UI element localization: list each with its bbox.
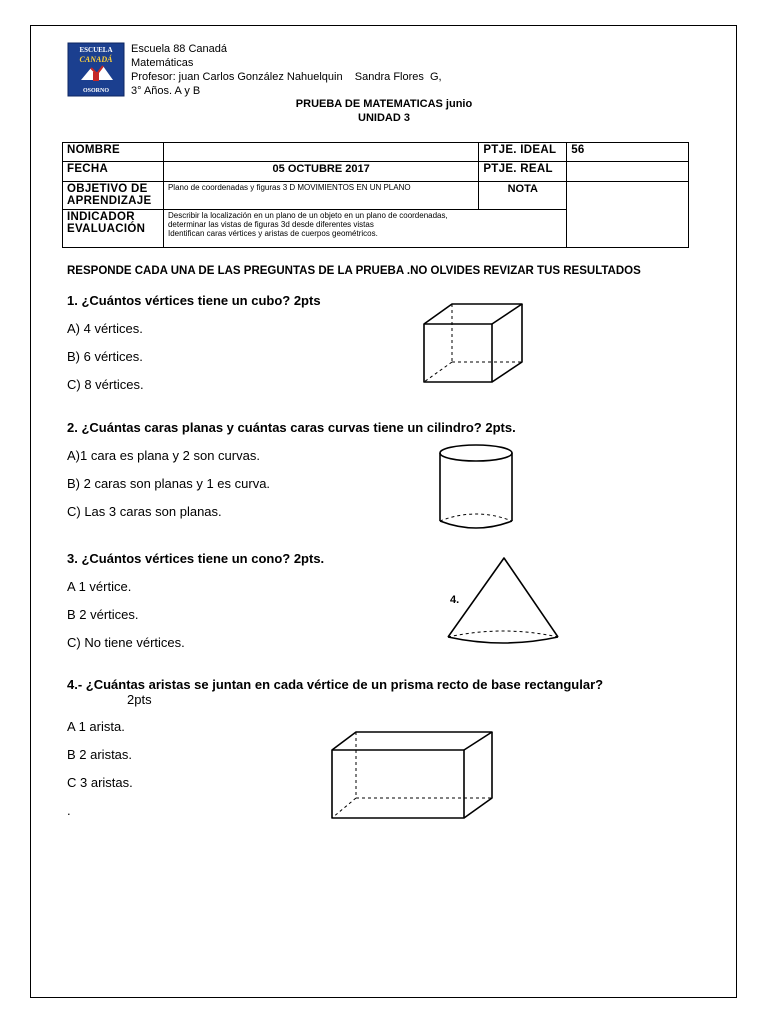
cylinder-figure [436,441,520,533]
indicador-label [63,210,164,248]
logo-bottom-text: OSORNO [82,88,110,94]
subject-name: Matemáticas [131,57,194,69]
question-1: 1. ¿Cuántos vértices tiene un cubo? 2pts [67,293,321,308]
test-title: PRUEBA DE MATEMATICAS junio [295,98,473,110]
q4-option-b[interactable]: B 2 aristas. [67,747,133,762]
q1-option-a[interactable]: A) 4 vértices. [67,321,143,336]
unit-title: UNIDAD 3 [358,112,410,124]
ptje-ideal-label: PTJE. IDEAL [479,143,567,162]
q3-option-b[interactable]: B 2 vértices. [67,607,139,622]
indicador-label-line2: EVALUACIÓN [67,223,146,235]
school-logo [67,42,125,97]
indicador-line3: Identifican caras vértices y aristas de cuerpos geométricos. [167,229,378,238]
cone-figure [444,555,562,647]
nombre-label: NOMBRE [63,143,164,162]
nota-field[interactable] [567,182,689,248]
logo-middle-text: CANADÁ [79,55,113,64]
question-2: 2. ¿Cuántas caras planas y cuántas caras curvas tiene un cilindro? 2pts. [67,420,516,435]
objetivo-label-line2: APRENDIZAJE [67,195,152,207]
instructions: RESPONDE CADA UNA DE LAS PREGUNTAS DE LA PRUEBA .NO OLVIDES REVIZAR TUS RESULTADOS [67,265,641,277]
q1-option-c[interactable]: C) 8 vértices. [67,377,144,392]
nota-label: NOTA [479,182,567,210]
q2-option-b[interactable]: B) 2 caras son planas y 1 es curva. [67,476,271,491]
cube-figure [418,300,528,386]
ptje-real-field[interactable] [567,162,689,182]
trailing-dot: . [67,803,71,818]
prism-figure [328,730,496,822]
school-name: Escuela 88 Canadá [131,43,228,55]
indicador-value [163,210,566,248]
nombre-field[interactable] [163,143,478,162]
school-header [131,42,442,98]
q1-option-b[interactable]: B) 6 vértices. [67,349,143,364]
question-4-points: 2pts [127,692,152,707]
q2-option-c[interactable]: C) Las 3 caras son planas. [67,504,222,519]
q3-option-c[interactable]: C) No tiene vértices. [67,635,185,650]
q4-option-a[interactable]: A 1 arista. [67,719,125,734]
fecha-value: 05 OCTUBRE 2017 [163,162,478,182]
objetivo-value: Plano de coordenadas y figuras 3 D MOVIMIENTOS EN UN PLANO [163,182,478,210]
indicador-line1: Describir la localización en un plano de un objeto en un plano de coordenadas, [167,211,448,220]
objetivo-label-line1: OBJETIVO DE [67,183,148,195]
indicador-line2: determinar las vistas de figuras 3d desde diferentes vistas [167,220,374,229]
question-4: 4.- ¿Cuántas aristas se juntan en cada vértice de un prisma recto de base rectangular? [67,677,604,692]
teacher-line: Profesor: juan Carlos González Nahuelquin Sandra Flores G, [131,71,442,83]
ptje-real-label: PTJE. REAL [479,162,567,182]
cone-label: 4. [450,594,460,606]
logo-top-text: ESCUELA [79,46,113,54]
q4-option-c[interactable]: C 3 aristas. [67,775,133,790]
q3-option-a[interactable]: A 1 vértice. [67,579,132,594]
indicador-label-line1: INDICADOR [67,211,135,223]
grade-line: 3° Años. A y B [131,85,201,97]
question-3: 3. ¿Cuántos vértices tiene un cono? 2pts. [67,551,325,566]
objetivo-label [63,182,164,210]
q2-option-a[interactable]: A)1 cara es plana y 2 son curvas. [67,448,260,463]
fecha-label: FECHA [63,162,164,182]
info-table [62,142,689,248]
ptje-ideal-value: 56 [567,143,689,162]
